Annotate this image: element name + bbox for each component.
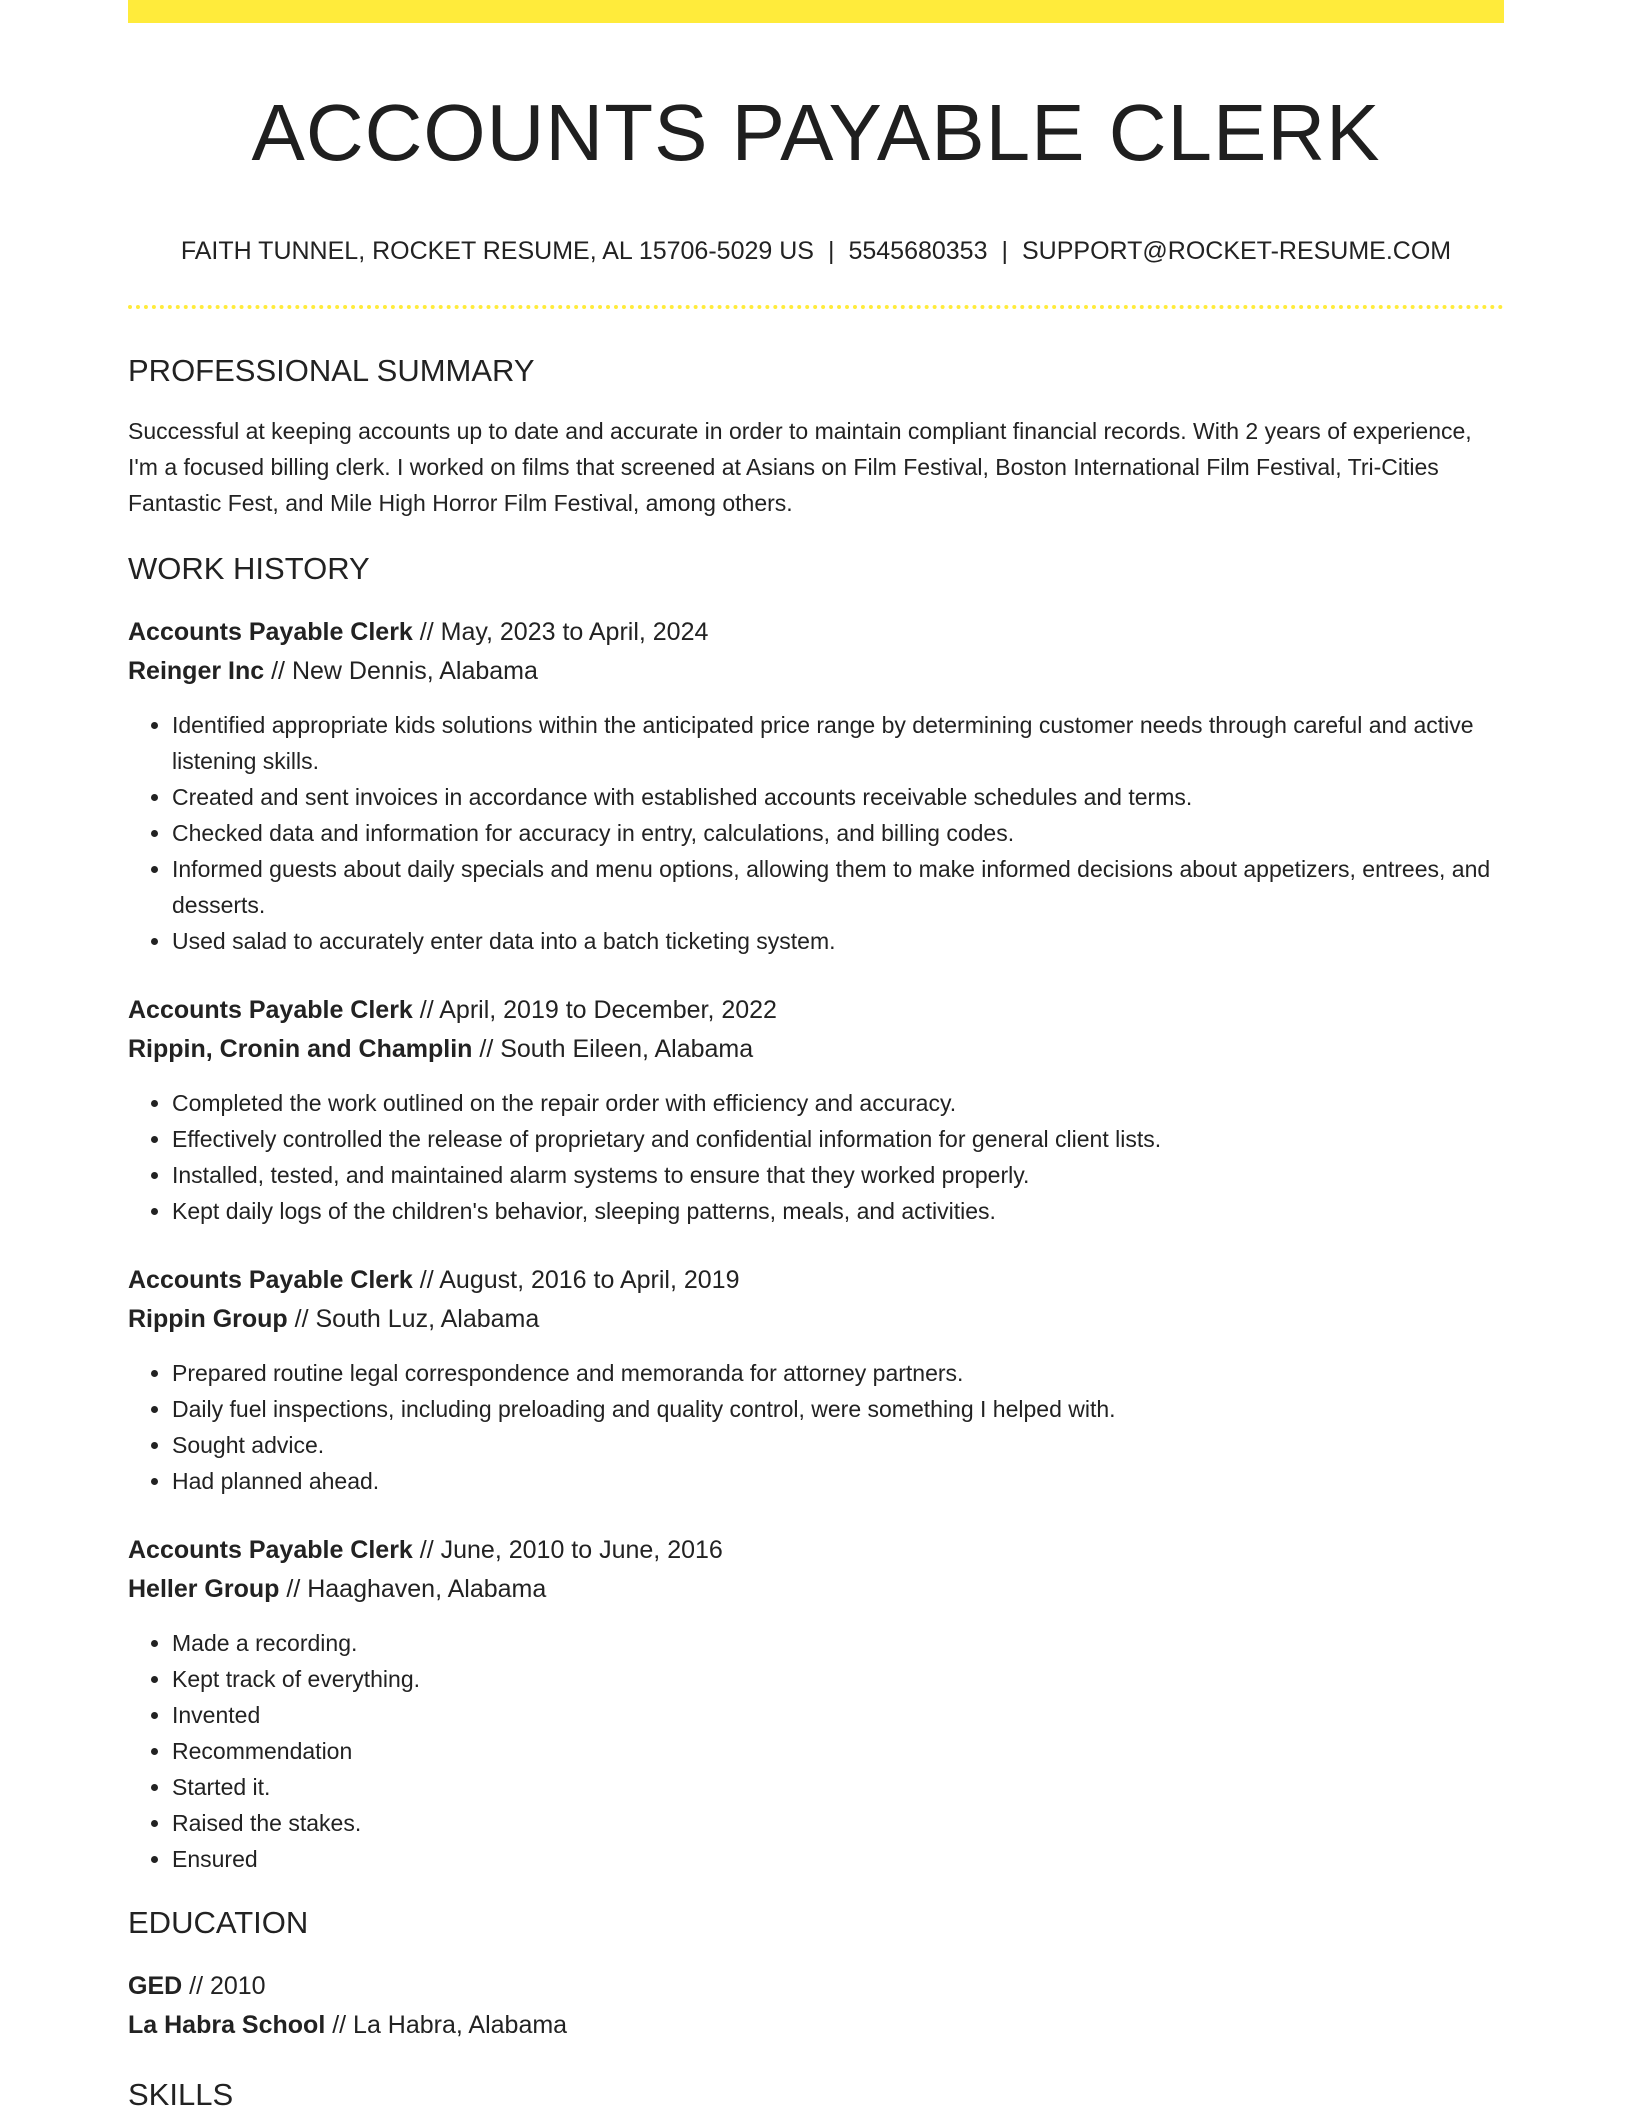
job-entry <box>128 991 1504 1229</box>
job-location: // South Eileen, Alabama <box>472 1035 754 1063</box>
job-company-line <box>128 652 1504 691</box>
job-dates: // April, 2019 to December, 2022 <box>412 996 777 1024</box>
duty-item: • Effectively controlled the release of proprietary and confidential information for general client lists. <box>172 1121 1504 1157</box>
job-company-line <box>128 1570 1504 1609</box>
summary-text: Successful at keeping accounts up to date and accurate in order to maintain compliant financial records. With 2 years of experience, I'm a focused billing clerk. I worked on films that screened at Asians on Film Festival, Boston International Film Festival, Tri-Cities Fantastic Fest, and Mile High Horror Film Festival, among others. <box>128 418 1472 516</box>
skills-heading: SKILLS <box>128 2077 234 2112</box>
job-company-line <box>128 1030 1504 1069</box>
education-degree: GED <box>128 1972 183 2000</box>
duty-item: • Had planned ahead. <box>172 1463 1504 1499</box>
contact-phone: 5545680353 <box>848 237 988 265</box>
job-duties-list <box>128 1625 1504 1877</box>
duty-item: • Installed, tested, and maintained alarm systems to ensure that they worked properly. <box>172 1157 1504 1193</box>
job-entry <box>128 1531 1504 1877</box>
job-dates: // June, 2010 to June, 2016 <box>412 1536 723 1564</box>
duty-item: • Made a recording. <box>172 1625 1504 1661</box>
duty-item: • Informed guests about daily specials and menu options, allowing them to make informed decisions about appetizers, entrees, and desserts. <box>172 851 1504 923</box>
contact-address: FAITH TUNNEL, ROCKET RESUME, AL 15706-5029 US <box>180 237 814 265</box>
job-entry <box>128 1261 1504 1499</box>
duty-item: • Created and sent invoices in accordance with established accounts receivable schedules and terms. <box>172 779 1504 815</box>
duty-item: • Recommendation <box>172 1733 1504 1769</box>
duty-item: • Prepared routine legal correspondence and memoranda for attorney partners. <box>172 1355 1504 1391</box>
duty-item: • Raised the stakes. <box>172 1805 1504 1841</box>
job-title-line <box>128 991 1504 1030</box>
contact-separator: | <box>827 237 835 265</box>
job-title: Accounts Payable Clerk <box>128 618 413 646</box>
resume-page <box>128 0 1504 2115</box>
contact-line <box>128 235 1504 267</box>
job-company: Heller Group <box>128 1575 280 1603</box>
job-company: Reinger Inc <box>128 657 265 685</box>
job-company: Rippin, Cronin and Champlin <box>128 1035 473 1063</box>
job-dates: // May, 2023 to April, 2024 <box>412 618 709 646</box>
job-location: // New Dennis, Alabama <box>264 657 538 685</box>
duty-item: • Completed the work outlined on the repair order with efficiency and accuracy. <box>172 1085 1504 1121</box>
duty-item: • Identified appropriate kids solutions within the anticipated price range by determining customer needs through careful and active listening skills. <box>172 707 1504 779</box>
duty-item: • Used salad to accurately enter data into a batch ticketing system. <box>172 923 1504 959</box>
duty-item: • Checked data and information for accuracy in entry, calculations, and billing codes. <box>172 815 1504 851</box>
job-title: Accounts Payable Clerk <box>128 1266 413 1294</box>
job-duties-list <box>128 1355 1504 1499</box>
duty-item: • Kept daily logs of the children's behavior, sleeping patterns, meals, and activities. <box>172 1193 1504 1229</box>
job-duties-list <box>128 1085 1504 1229</box>
duty-item: • Daily fuel inspections, including preloading and quality control, were something I helped with. <box>172 1391 1504 1427</box>
duty-item: • Started it. <box>172 1769 1504 1805</box>
accent-top-bar <box>128 0 1504 23</box>
resume-title: ACCOUNTS PAYABLE CLERK <box>251 88 1381 177</box>
education-location: // La Habra, Alabama <box>325 2011 568 2039</box>
job-company-line <box>128 1300 1504 1339</box>
duty-item: • Kept track of everything. <box>172 1661 1504 1697</box>
job-title-line <box>128 1261 1504 1300</box>
job-dates: // August, 2016 to April, 2019 <box>412 1266 740 1294</box>
job-title-line <box>128 613 1504 652</box>
duty-item: • Invented <box>172 1697 1504 1733</box>
work-history-heading: WORK HISTORY <box>128 551 370 586</box>
education-school-line <box>128 2006 1504 2045</box>
job-entry <box>128 613 1504 959</box>
job-duties-list <box>128 707 1504 959</box>
education-heading: EDUCATION <box>128 1905 309 1940</box>
summary-heading: PROFESSIONAL SUMMARY <box>128 353 535 388</box>
dotted-divider <box>128 305 1504 309</box>
duty-item: • Sought advice. <box>172 1427 1504 1463</box>
job-location: // South Luz, Alabama <box>287 1305 540 1333</box>
job-company: Rippin Group <box>128 1305 288 1333</box>
job-location: // Haaghaven, Alabama <box>279 1575 547 1603</box>
duty-item: • Ensured <box>172 1841 1504 1877</box>
contact-separator: | <box>1001 237 1008 265</box>
education-year: // 2010 <box>182 1972 266 2000</box>
job-title: Accounts Payable Clerk <box>128 1536 413 1564</box>
contact-email: SUPPORT@ROCKET-RESUME.COM <box>1022 237 1452 265</box>
education-degree-line <box>128 1967 1504 2006</box>
job-title-line <box>128 1531 1504 1570</box>
education-school: La Habra School <box>128 2011 326 2039</box>
job-title: Accounts Payable Clerk <box>128 996 413 1024</box>
